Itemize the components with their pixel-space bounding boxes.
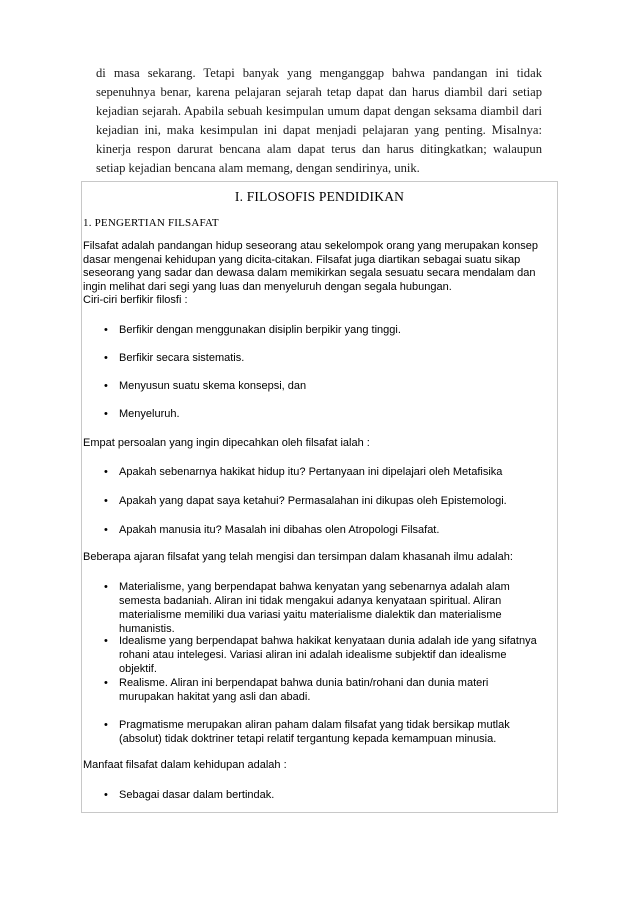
bullet-icon: • (104, 635, 108, 647)
intro-paragraph (96, 64, 542, 178)
content-box (81, 181, 558, 813)
bullet-icon: • (104, 789, 108, 801)
ajaran-heading: Beberapa ajaran filsafat yang telah mengisi dan tersimpan dalam khasanah ilmu adalah: (83, 551, 513, 563)
bullet-icon: • (104, 324, 108, 336)
list-item: • Menyusun suatu skema konsepsi, dan (104, 380, 307, 392)
list-item: • Berfikir dengan menggunakan disiplin berpikir yang tinggi. (104, 324, 401, 336)
section-heading: 1. PENGERTIAN FILSAFAT (83, 217, 219, 229)
definition-text: Filsafat adalah pandangan hidup seseorang atau sekelompok orang yang merupakan konsep dasar mengenai kehidupan yang dicita-citakan. Filsafat juga diartikan sebagai suatu sikap seseorang yang sadar dan dewasa dalam memikirkan segala sesuatu secara mendalam dan ingin melihat dari segi yang luas dan menyeluruh dengan segala hubungan. (83, 240, 538, 293)
bullet-icon: • (104, 408, 108, 420)
definition-paragraph (83, 240, 557, 308)
box-title: I. FILOSOFIS PENDIDIKAN (234, 189, 405, 204)
bullet-icon: • (104, 352, 108, 364)
list-item: • Berfikir secara sistematis. (104, 352, 245, 364)
list-item: • Realisme. Aliran ini berpendapat bahwa dunia batin/rohani dan dunia materi murupakan hakitat yang asli dan abadi. (104, 677, 489, 703)
list-item: • Idealisme yang berpendapat bahwa hakikat kenyataan dunia adalah ide yang sifatnya rohani atau intelegesi. Variasi aliran ini adalah idealisme subjektif dan idealisme objektif. (104, 635, 537, 675)
list-item: • Sebagai dasar dalam bertindak. (104, 789, 275, 801)
manfaat-heading: Manfaat filsafat dalam kehidupan adalah : (83, 759, 287, 771)
bullet-icon: • (104, 524, 108, 536)
bullet-icon: • (104, 466, 108, 478)
ciri-heading: Ciri-ciri berfikir filosfi : (83, 294, 188, 306)
bullet-icon: • (104, 719, 108, 731)
list-item: • Materialisme, yang berpendapat bahwa kenyatan yang sebenarnya adalah alam semesta badaniah. Aliran ini tidak mengakui adanya kenyataan spiritual. Aliran materialisme memiliki dua variasi yaitu materialisme dialektik dan materialisme humanistis. (104, 581, 510, 635)
list-item: • Apakah yang dapat saya ketahui? Permasalahan ini dikupas oleh Epistemologi. (104, 495, 507, 507)
bullet-icon: • (104, 380, 108, 392)
list-item: • Apakah sebenarnya hakikat hidup itu? Pertanyaan ini dipelajari oleh Metafisika (104, 466, 503, 478)
list-item: • Apakah manusia itu? Masalah ini dibahas olen Atropologi Filsafat. (104, 524, 440, 536)
intro-text: di masa sekarang. Tetapi banyak yang menganggap bahwa pandangan ini tidak sepenuhnya benar, karena pelajaran sejarah tetap dapat dan harus diambil dari setiap kejadian sejarah. Apabila sebuah kesimpulan umum dapat dengan seksama diambil dari kejadian ini, maka kesimpulan ini dapat menjadi pelajaran yang penting. Misalnya: kinerja respon darurat bencana alam dapat terus dan harus ditingkatkan; walaupun setiap kejadian bencana alam memang, dengan sendirinya, unik. (96, 66, 542, 175)
persoalan-heading: Empat persoalan yang ingin dipecahkan oleh filsafat ialah : (83, 437, 370, 449)
bullet-icon: • (104, 581, 108, 593)
list-item: • Pragmatisme merupakan aliran paham dalam filsafat yang tidak bersikap mutlak (absolut) tidak doktriner tetapi relatif tergantung kepada kemampuan minusia. (104, 719, 510, 745)
list-item: • Menyeluruh. (104, 408, 180, 420)
bullet-icon: • (104, 677, 108, 689)
bullet-icon: • (104, 495, 108, 507)
